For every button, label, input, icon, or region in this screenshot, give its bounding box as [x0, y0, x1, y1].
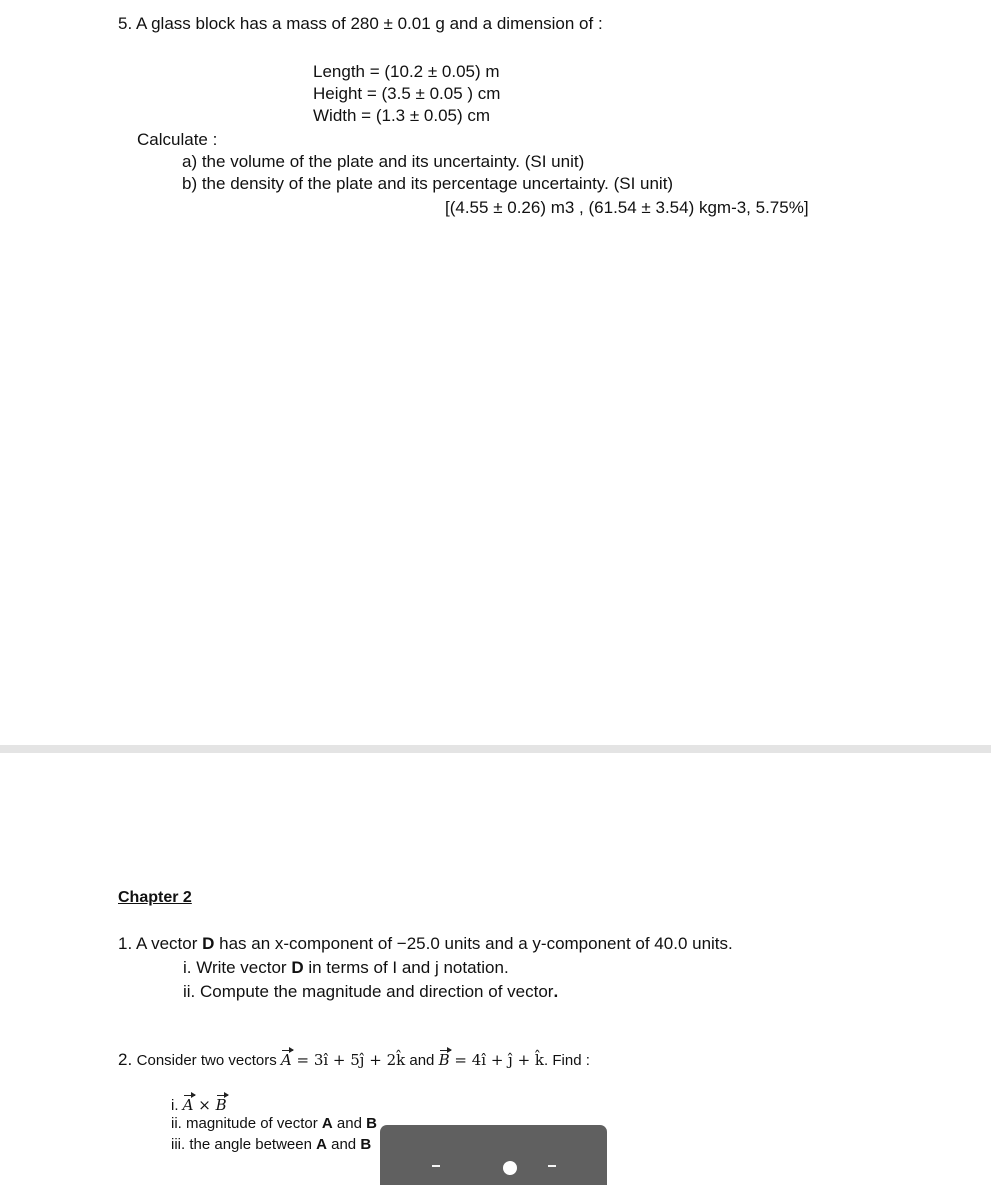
c2q1-prefix: 1. A vector	[118, 934, 203, 953]
c2q1-part-i	[183, 958, 509, 978]
c2q2-part-ii	[171, 1115, 377, 1133]
vector-a-bold: A	[316, 1136, 327, 1153]
floating-toolbar[interactable]	[380, 1125, 607, 1185]
c2q2-consider: Consider two vectors	[136, 1052, 281, 1069]
c2q2-ii-prefix: ii. magnitude of vector	[171, 1115, 322, 1132]
vector-b-symbol: B	[438, 1051, 450, 1069]
c2q1-ii-text: ii. Compute the magnitude and direction of vector	[183, 982, 554, 1001]
c2q2-iii-prefix: iii. the angle between	[171, 1136, 317, 1153]
q5-part-a: a) the volume of the plate and its uncertainty. (SI unit)	[182, 152, 585, 171]
cross-product-sign: ×	[193, 1096, 216, 1114]
q5-length: Length = (10.2 ± 0.05) m	[313, 62, 500, 81]
c2q1-i-suffix: in terms of I and j notation.	[303, 958, 509, 977]
c2q1-part-ii	[183, 982, 558, 1002]
vector-b-symbol: B	[215, 1096, 227, 1114]
toolbar-left-mark	[432, 1165, 440, 1167]
q5-answer: [(4.55 ± 0.26) m3 , (61.54 ± 3.54) kgm-3, 5.75%]	[445, 198, 809, 217]
vector-a-bold: A	[321, 1115, 333, 1132]
q5-part-b: b) the density of the plate and its percentage uncertainty. (SI unit)	[182, 174, 674, 193]
c2q2-number: 2.	[118, 1050, 133, 1069]
page-divider	[0, 745, 991, 753]
c2q2-find: . Find :	[544, 1052, 590, 1069]
vector-a-symbol: A	[280, 1051, 292, 1069]
vector-b-equation: = 4î + ĵ + k̂	[449, 1051, 545, 1069]
toolbar-right-mark	[548, 1165, 556, 1167]
vector-a-symbol: A	[182, 1096, 194, 1114]
toolbar-handle[interactable]	[503, 1161, 517, 1175]
c2q2-i-label: i.	[171, 1097, 183, 1114]
c2q2-part-iii	[171, 1136, 371, 1154]
vector-d-label: D	[202, 934, 215, 953]
vector-b-bold: B	[366, 1115, 377, 1132]
c2q1-ii-period: .	[553, 982, 559, 1001]
q5-width: Width = (1.3 ± 0.05) cm	[313, 106, 491, 125]
q5-height: Height = (3.5 ± 0.05 ) cm	[313, 84, 501, 103]
c2q1-i-prefix: i. Write vector	[183, 958, 292, 977]
c2q2-part-i	[171, 1096, 227, 1115]
vector-b-bold: B	[360, 1136, 372, 1153]
vector-d-label: D	[291, 958, 304, 977]
c2q2-and-word: and	[326, 1136, 361, 1153]
q5-stem: 5. A glass block has a mass of 280 ± 0.01 g and a dimension of :	[118, 14, 603, 33]
chapter-title: Chapter 2	[118, 889, 192, 906]
c2q2-stem	[118, 1050, 590, 1070]
c2q1-suffix: has an x-component of −25.0 units and a y-component of 40.0 units.	[214, 934, 733, 953]
q5-calculate: Calculate :	[137, 130, 218, 149]
c2q1-stem	[118, 934, 733, 954]
vector-a-equation: = 3î + 5ĵ + 2k̂	[291, 1051, 406, 1069]
c2q2-and-word: and	[332, 1115, 367, 1132]
c2q2-and: and	[405, 1052, 439, 1069]
